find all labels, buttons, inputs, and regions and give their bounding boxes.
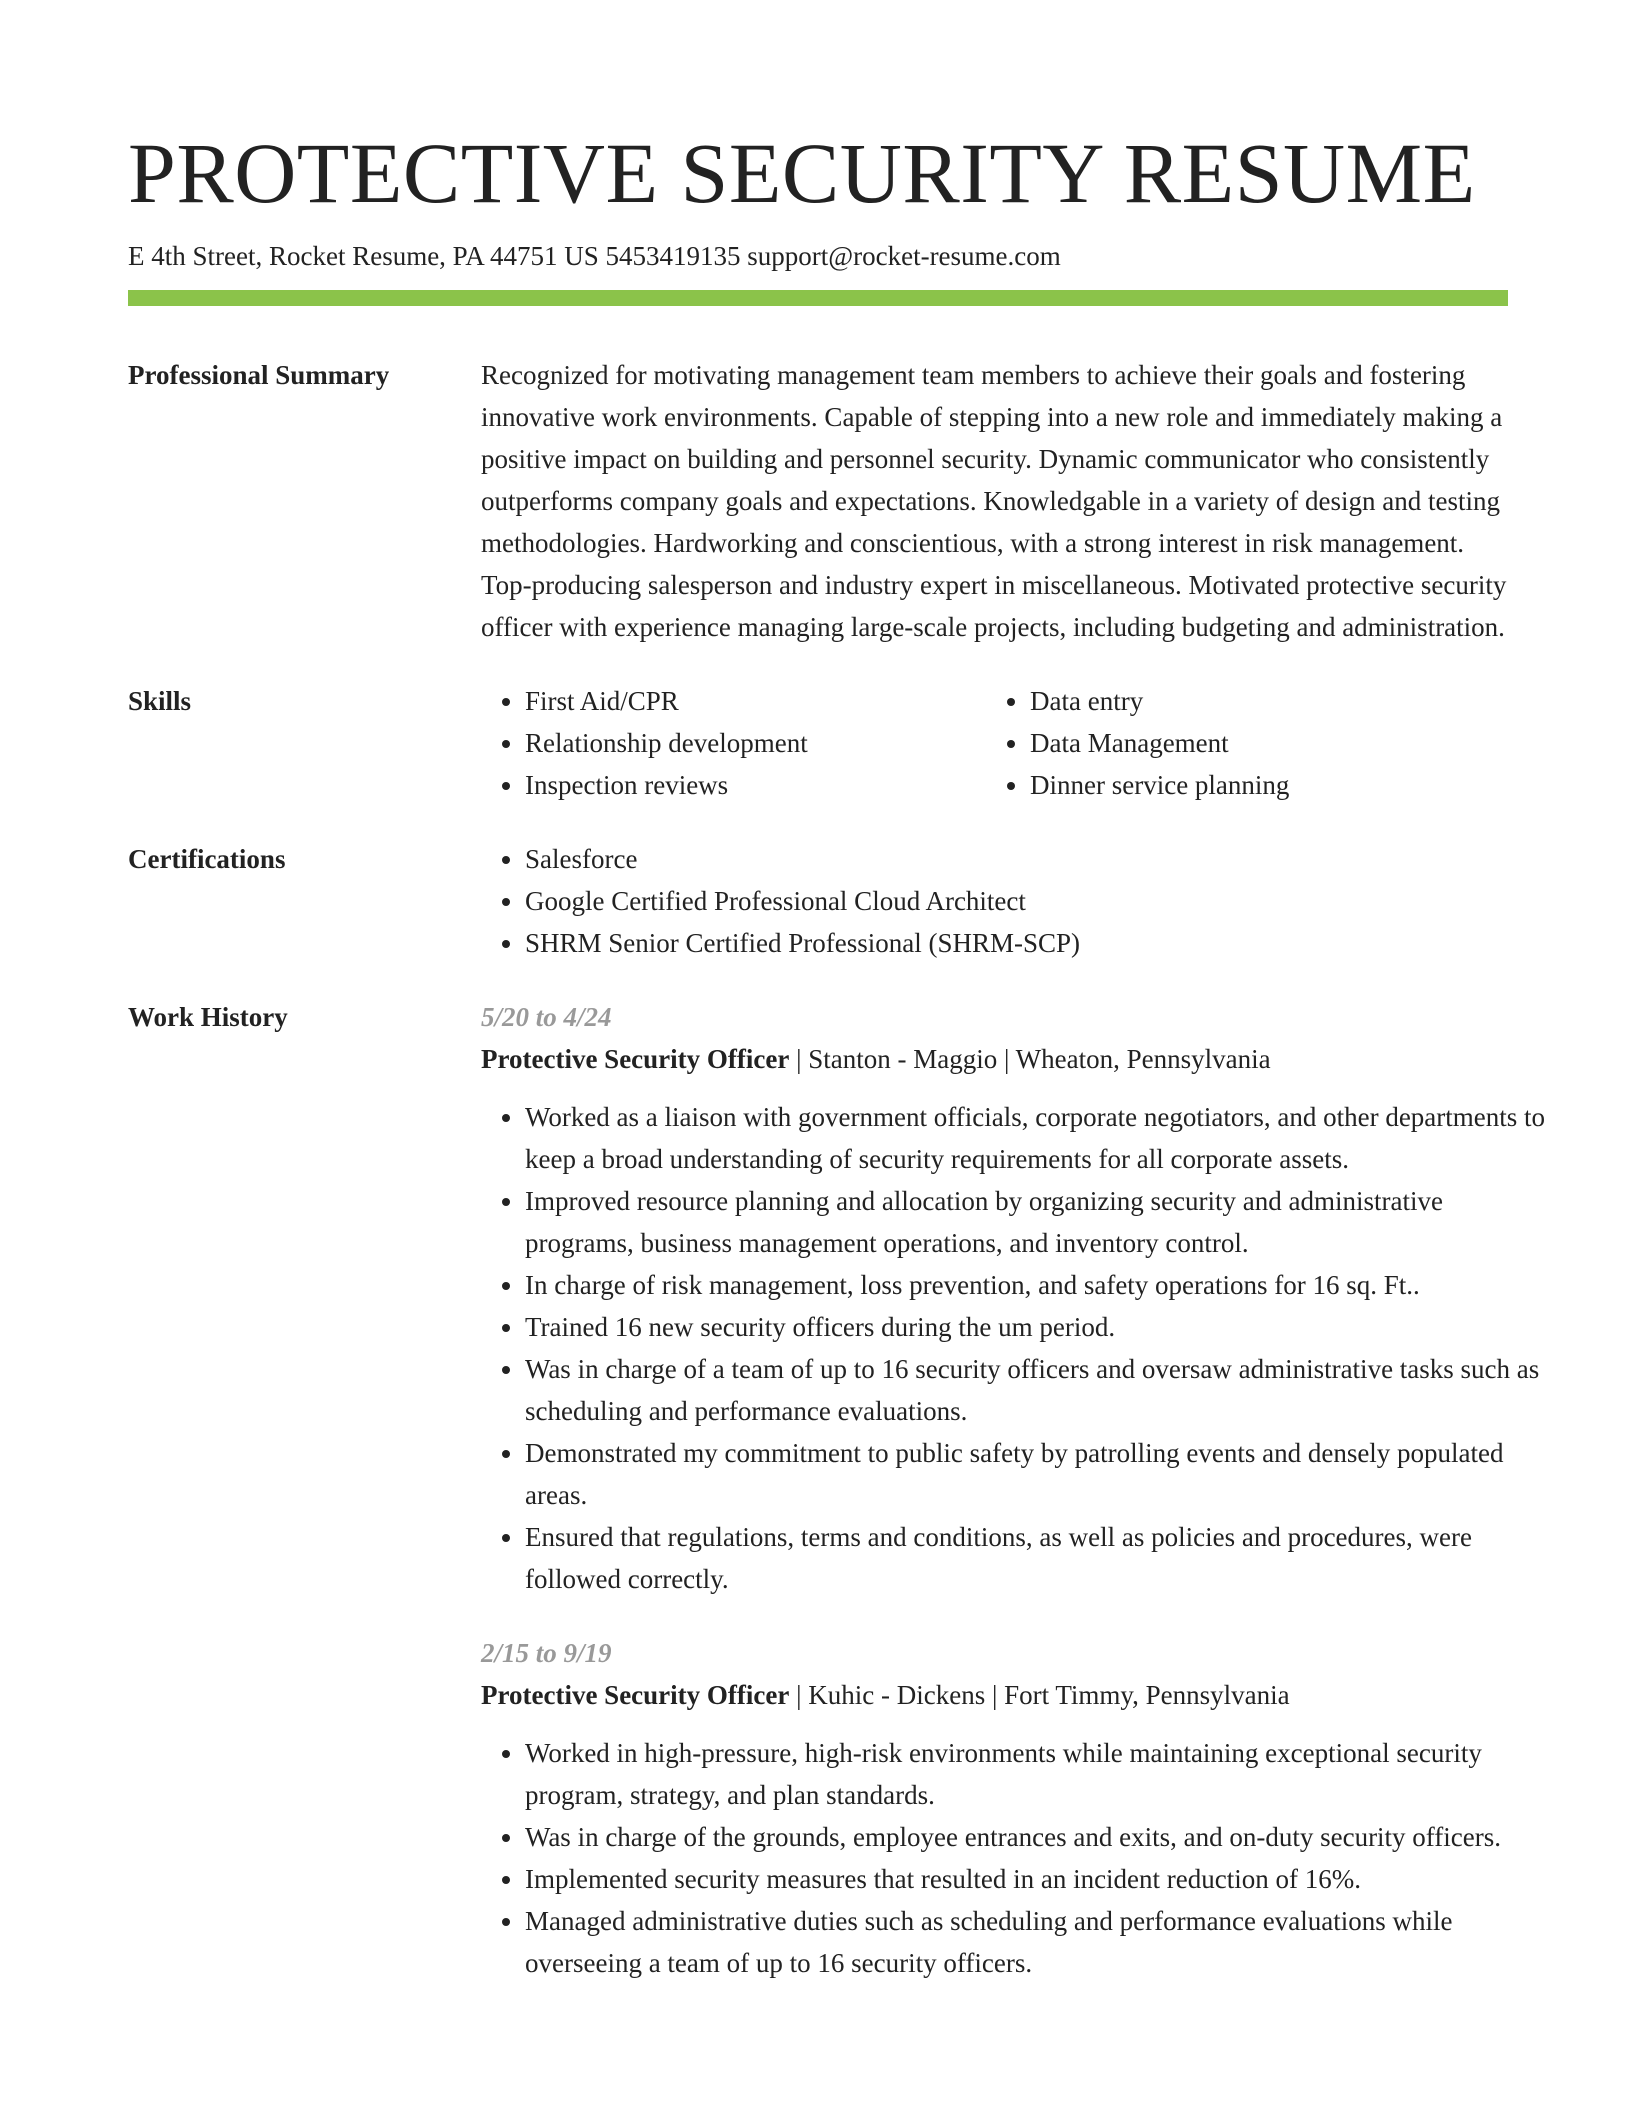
certifications-list: [481, 838, 1508, 964]
summary-body: [481, 354, 1511, 648]
skills-section: [128, 680, 1508, 806]
job-bullet: • Demonstrated my commitment to public safety by patrolling events and densely populated areas.: [525, 1432, 1555, 1516]
work-history-label: Work History: [128, 1002, 288, 1032]
job-bullet: • Managed administrative duties such as scheduling and performance evaluations while overseeing a team of up to 16 security officers.: [525, 1900, 1555, 1984]
skills-list-2: [986, 680, 1491, 806]
contact-line: E 4th Street, Rocket Resume, PA 44751 US 5453419135 support@rocket-resume.com: [128, 241, 1061, 271]
job-bullet: • Worked in high-pressure, high-risk environments while maintaining exceptional security program, strategy, and plan standards.: [525, 1732, 1555, 1816]
job-bullets: [481, 1732, 1555, 1984]
job-heading: [481, 1038, 1555, 1080]
skill-item: • Data Management: [1030, 722, 1491, 764]
job-entry: [481, 1632, 1555, 1984]
job-dates: 2/15 to 9/19: [481, 1638, 612, 1668]
skill-item: • First Aid/CPR: [525, 680, 986, 722]
resume-page: [128, 0, 1546, 1984]
skills-body: [481, 680, 1508, 806]
skills-column-1: [481, 680, 986, 806]
work-history-body: [481, 996, 1555, 1984]
skill-item: • Data entry: [1030, 680, 1491, 722]
summary-section: [128, 354, 1508, 648]
skill-item: • Relationship development: [525, 722, 986, 764]
job-bullet: • Worked as a liaison with government officials, corporate negotiators, and other departments to keep a broad understanding of security requirements for all corporate assets.: [525, 1096, 1555, 1180]
skills-column-2: [986, 680, 1491, 806]
job-bullet: • Was in charge of a team of up to 16 security officers and oversaw administrative tasks such as scheduling and performance evaluations.: [525, 1348, 1555, 1432]
job-details: | Kuhic - Dickens | Fort Timmy, Pennsylvania: [789, 1680, 1290, 1710]
job-bullets: [481, 1096, 1555, 1600]
job-bullet: • Ensured that regulations, terms and conditions, as well as policies and procedures, were followed correctly.: [525, 1516, 1555, 1600]
job-title: Protective Security Officer: [481, 1044, 790, 1074]
certifications-section: [128, 838, 1508, 964]
certification-item: • Google Certified Professional Cloud Architect: [525, 880, 1508, 922]
summary-text: Recognized for motivating management team members to achieve their goals and fostering innovative work environments. Capable of stepping into a new role and immediately making a positive impact on building and personnel security. Dynamic communicator who consistently outperforms company goals and expectations. Knowledgable in a variety of design and testing methodologies. Hardworking and conscientious, with a strong interest in risk management. Top-producing salesperson and industry expert in miscellaneous. Motivated protective security officer with experience managing large-scale projects, including budgeting and administration.: [481, 360, 1507, 642]
accent-divider: [128, 290, 1508, 306]
job-bullet: • Improved resource planning and allocation by organizing security and administrative programs, business management operations, and inventory control.: [525, 1180, 1555, 1264]
skill-item: • Inspection reviews: [525, 764, 986, 806]
job-heading: [481, 1674, 1555, 1716]
job-dates: 5/20 to 4/24: [481, 1002, 612, 1032]
certification-item: • Salesforce: [525, 838, 1508, 880]
skills-list-1: [481, 680, 986, 806]
job-bullet: • Was in charge of the grounds, employee entrances and exits, and on-duty security officers.: [525, 1816, 1555, 1858]
job-entry: [481, 996, 1555, 1600]
certification-item: • SHRM Senior Certified Professional (SHRM-SCP): [525, 922, 1508, 964]
resume-title: PROTECTIVE SECURITY RESUME: [128, 125, 1476, 221]
summary-label: Professional Summary: [128, 360, 390, 390]
skills-label: Skills: [128, 686, 192, 716]
work-history-section: [128, 996, 1546, 1984]
job-title: Protective Security Officer: [481, 1680, 790, 1710]
job-bullet: • Trained 16 new security officers during the um period.: [525, 1306, 1555, 1348]
job-details: | Stanton - Maggio | Wheaton, Pennsylvania: [789, 1044, 1271, 1074]
skill-item: • Dinner service planning: [1030, 764, 1491, 806]
certifications-body: [481, 838, 1508, 964]
certifications-label: Certifications: [128, 844, 286, 874]
job-bullet: • Implemented security measures that resulted in an incident reduction of 16%.: [525, 1858, 1555, 1900]
job-bullet: • In charge of risk management, loss prevention, and safety operations for 16 sq. Ft..: [525, 1264, 1555, 1306]
